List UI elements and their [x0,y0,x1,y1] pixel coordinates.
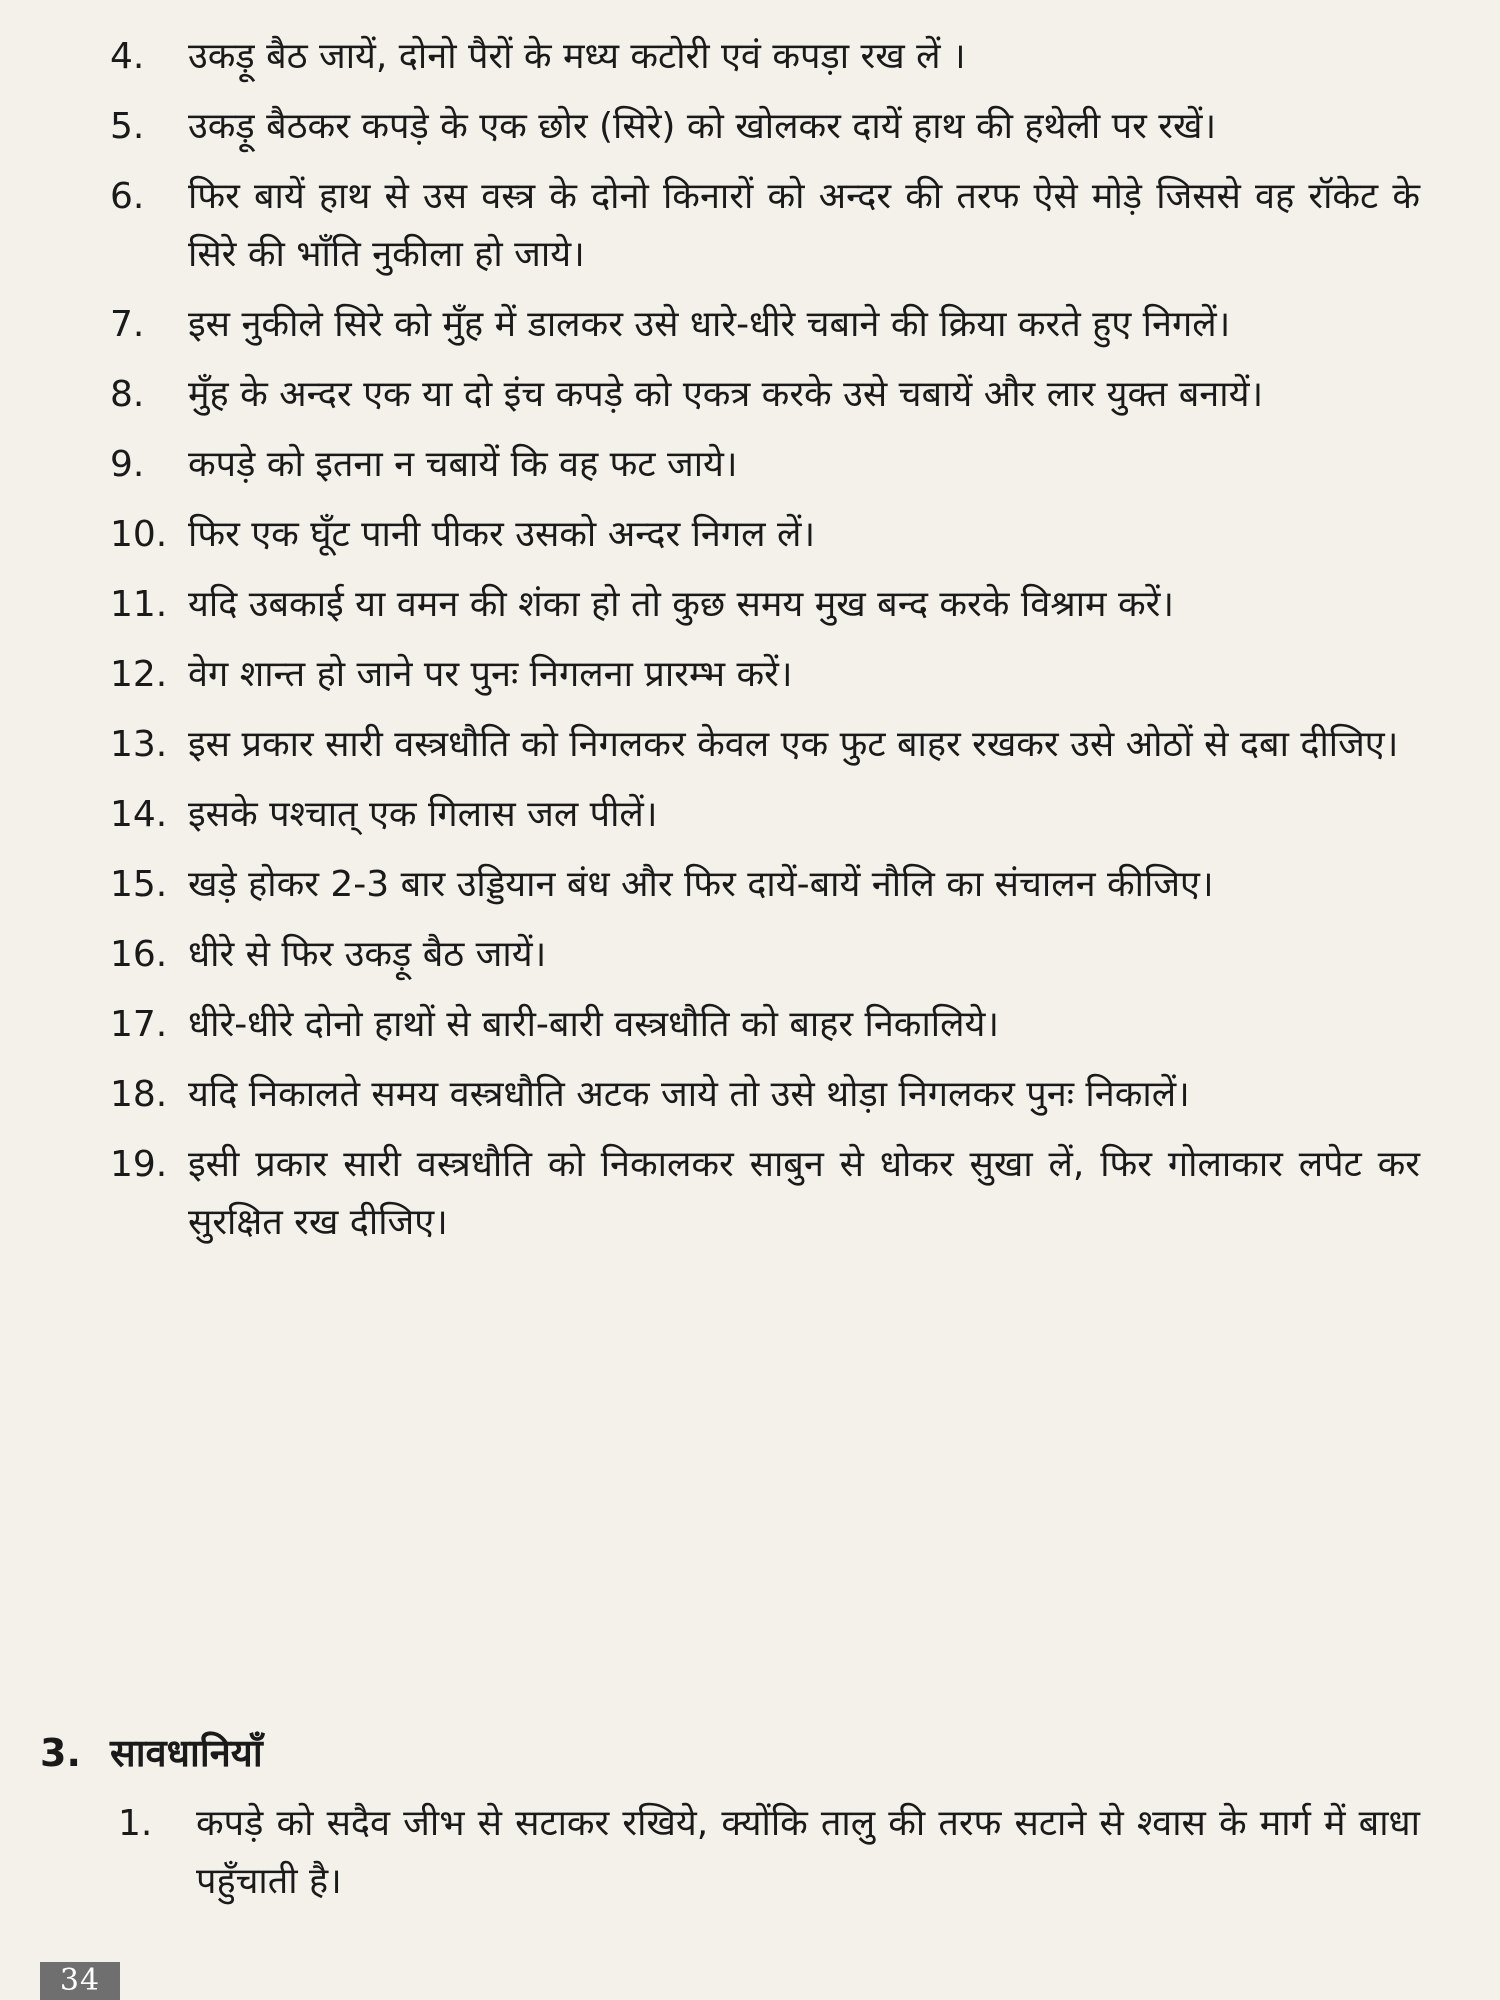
step-number: 11. [110,584,168,625]
step-text: इसी प्रकार सारी वस्त्रधौति को निकालकर साबुन से धोकर सुखा लें, फिर गोलाकार लपेट कर सुरक्षित रख दीजिए। [188,1144,1420,1243]
step-text: इस प्रकार सारी वस्त्रधौति को निगलकर केवल एक फुट बाहर रखकर उसे ओठों से दबा दीजिए। [188,724,1399,765]
list-item [110,168,1420,284]
step-text: उकड़ू बैठ जायें, दोनो पैरों के मध्य कटोरी एवं कपड़ा रख लें । [188,36,966,77]
step-number: 12. [110,654,168,695]
step-number: 6. [110,176,145,217]
list-item [118,1795,1420,1911]
step-text: धीरे-धीरे दोनो हाथों से बारी-बारी वस्त्रधौति को बाहर निकालिये। [188,1004,1000,1045]
list-item [110,926,1420,984]
list-item [110,506,1420,564]
list-item [110,576,1420,634]
step-number: 13. [110,724,168,765]
list-item [110,366,1420,424]
step-number: 4. [110,36,145,77]
list-item [110,296,1420,354]
list-item [110,646,1420,704]
list-item [110,98,1420,156]
step-number: 16. [110,934,168,975]
step-number: 19. [110,1144,168,1185]
step-text: कपड़े को इतना न चबायें कि वह फट जाये। [188,444,738,485]
page-number: 34 [40,1962,120,2000]
step-number: 18. [110,1074,168,1115]
step-number: 5. [110,106,145,147]
list-item [110,716,1420,774]
step-number: 14. [110,794,168,835]
step-text: फिर बायें हाथ से उस वस्त्र के दोनो किनारों को अन्दर की तरफ ऐसे मोड़े जिससे वह रॉकेट के सिरे की भाँति नुकीला हो जाये। [188,176,1420,275]
step-text: मुँह के अन्दर एक या दो इंच कपड़े को एकत्र करके उसे चबायें और लार युक्त बनायें। [188,374,1264,415]
list-item [110,1136,1420,1252]
step-number: 10. [110,514,168,555]
list-item [110,436,1420,494]
list-item [110,996,1420,1054]
step-text: इस नुकीले सिरे को मुँह में डालकर उसे धारे-धीरे चबाने की क्रिया करते हुए निगलें। [188,304,1231,345]
section-heading [40,1725,263,1781]
step-text: यदि निकालते समय वस्त्रधौति अटक जाये तो उसे थोड़ा निगलकर पुनः निकालें। [188,1074,1190,1115]
list-item [110,786,1420,844]
step-text: खड़े होकर 2-3 बार उड्डियान बंध और फिर दायें-बायें नौलि का संचालन कीजिए। [188,864,1214,905]
step-number: 7. [110,304,145,345]
list-item [110,28,1420,86]
step-number: 8. [110,374,145,415]
list-item [110,856,1420,914]
step-text: धीरे से फिर उकड़ू बैठ जायें। [188,934,547,975]
section-title: सावधानियाँ [110,1731,263,1775]
step-text: इसके पश्चात् एक गिलास जल पीलें। [188,794,658,835]
step-text: फिर एक घूँट पानी पीकर उसको अन्दर निगल लें। [188,514,816,555]
step-number: 17. [110,1004,168,1045]
step-text: यदि उबकाई या वमन की शंका हो तो कुछ समय मुख बन्द करके विश्राम करें। [188,584,1175,625]
cautions-list [118,1795,1420,1923]
step-text: उकड़ू बैठकर कपड़े के एक छोर (सिरे) को खोलकर दायें हाथ की हथेली पर रखें। [188,106,1217,147]
section-number: 3. [40,1731,81,1775]
step-number: 15. [110,864,168,905]
list-item [110,1066,1420,1124]
step-number: 9. [110,444,145,485]
step-text: वेग शान्त हो जाने पर पुनः निगलना प्रारम्भ करें। [188,654,793,695]
caution-number: 1. [118,1803,153,1844]
caution-text: कपड़े को सदैव जीभ से सटाकर रखिये, क्योंकि तालु की तरफ सटाने से श्वास के मार्ग में बाधा पहुँचाती है। [196,1803,1420,1902]
steps-list [110,28,1420,1264]
